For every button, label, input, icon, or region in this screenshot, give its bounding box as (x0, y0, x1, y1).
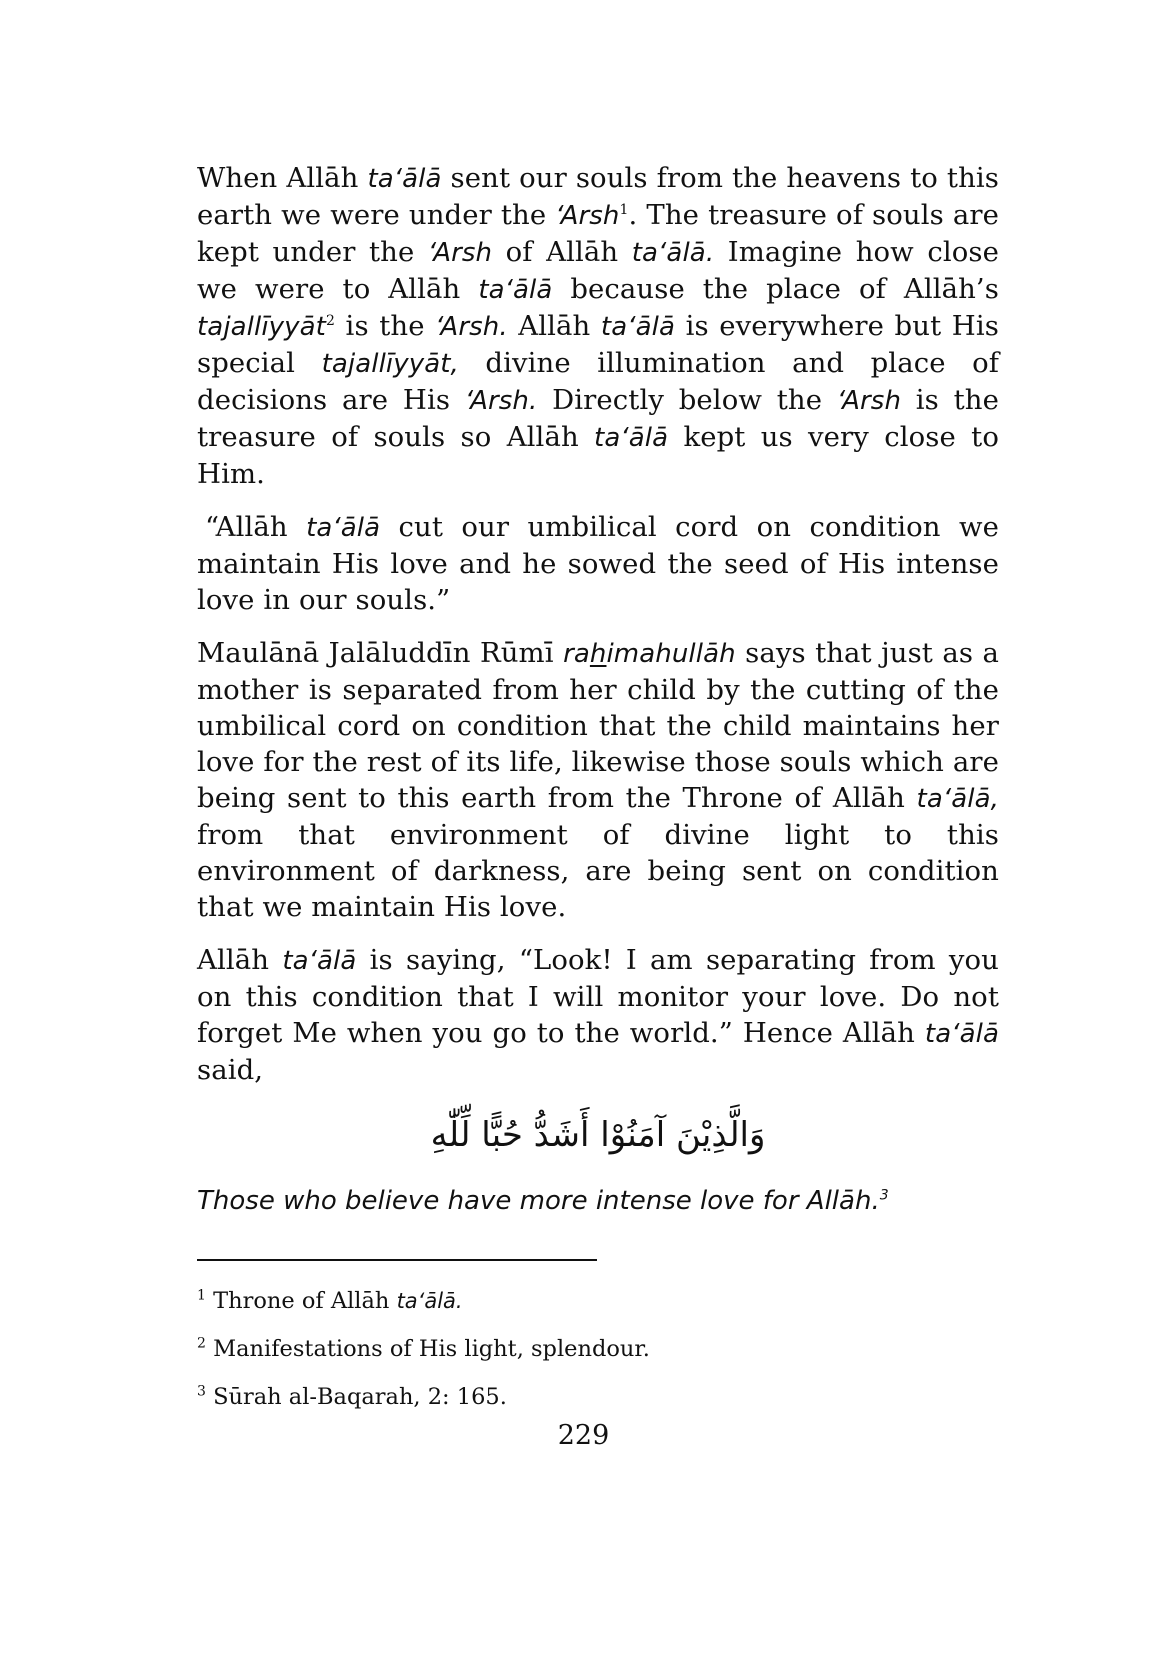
page-number: 229 (557, 1420, 610, 1451)
italic-term: ‘Arsh (836, 386, 902, 416)
text-run: Allāh (507, 310, 601, 342)
footnote-text: Sūrah al-Baqarah, 2: 165. (213, 1384, 507, 1410)
page-body (197, 160, 999, 1431)
paragraph-4 (197, 942, 999, 1088)
italic-term: ta‘ālā (367, 164, 442, 194)
italic-term: ta‘ālā (282, 946, 357, 976)
paragraph-1 (197, 160, 999, 492)
text-run: because the place of Allāh’s (552, 273, 999, 305)
text-run: is saying, “Look! I am separating from you on this condition that I will monitor your love. Do not forget Me when you go to the world.” Hence Allāh (197, 944, 999, 1049)
italic-term: ta‘ālā. (631, 238, 715, 268)
italic-term: ta‘ālā, (916, 784, 999, 814)
text-run: When Allāh (197, 162, 368, 194)
footnote-3 (197, 1383, 999, 1411)
footnote-number: 2 (197, 1335, 206, 1352)
text-run: is everywhere but His special (197, 310, 999, 379)
footnote-text: Throne of Allāh (213, 1288, 397, 1314)
footnote-1 (197, 1287, 999, 1315)
italic-term: tajallīyyāt, (321, 349, 459, 379)
footnote-ref-3: 3 (879, 1187, 889, 1204)
text-run: from that environment of divine light to this environment of darkness, are being sent on condition that we maintain His love. (197, 819, 999, 923)
text-run: Maulānā Jalāluddīn Rūmī (197, 637, 564, 669)
italic-term: ta‘ālā. (396, 1289, 463, 1313)
text-run: ra (563, 639, 590, 669)
text-run: divine illumination and place of decisions are His (197, 347, 1000, 416)
text-run: . The treasure of souls are kept under the (197, 199, 999, 268)
italic-term (563, 639, 736, 669)
text-run: sent our souls from the heavens to this earth we were under the (197, 162, 999, 231)
paragraph-2 (197, 509, 999, 618)
footnote-divider (197, 1259, 597, 1261)
verse-translation (197, 1183, 999, 1219)
text-run: Allāh (197, 944, 283, 976)
text-run: “Allāh (205, 511, 307, 543)
footnote-number: 3 (197, 1383, 206, 1400)
italic-term: tajallīyyāt (197, 312, 326, 342)
italic-term: ‘Arsh (427, 238, 493, 268)
footnote-2 (197, 1335, 999, 1363)
italic-term: ta‘ālā (306, 513, 381, 543)
footnote-text: Manifestations of His light, splendour. (213, 1336, 650, 1362)
text-run: is the treasure of souls so Allāh (197, 384, 999, 453)
italic-term: ‘Arsh. (435, 312, 508, 342)
paragraph-3 (197, 635, 999, 925)
footnote-ref-1: 1 (619, 201, 629, 218)
text-run: said, (197, 1054, 264, 1086)
italic-term: ta‘ālā (924, 1019, 999, 1049)
text-run: cut our umbilical cord on condition we maintain His love and he sowed the seed of His intense love in our souls.” (197, 511, 999, 616)
footnote-ref-2: 2 (325, 312, 335, 329)
underlined-letter: h (589, 639, 607, 669)
italic-term: ‘Arsh. (464, 386, 538, 416)
arabic-verse: وَالَّذِيْنَ آمَنُوْا أَشَدُّ حُبًّا لِّلّٰهِ (430, 1115, 766, 1155)
text-run: kept us very close to Him. (197, 421, 999, 490)
text-run: Those who believe have more intense love for Allāh. (197, 1186, 880, 1216)
italic-term: ta‘ālā (594, 423, 669, 453)
text-run: is the (334, 310, 436, 342)
italic-term: ta‘ālā (600, 312, 676, 342)
text-run: Directly below the (537, 384, 837, 416)
text-run: Imagine how close we were to Allāh (197, 236, 999, 305)
italic-term: ta‘ālā (478, 275, 553, 305)
italic-term: ‘Arsh (555, 201, 620, 231)
footnote-number: 1 (197, 1287, 206, 1304)
text-run: says that just as a mother is separated from her child by the cutting of the umbilical cord on condition that the child maintains her love for the rest of its life, likewise those souls which are being sent to this earth from the Throne of Allāh (197, 637, 999, 814)
text-run: of Allāh (492, 236, 632, 268)
text-run: imahullāh (606, 639, 736, 669)
